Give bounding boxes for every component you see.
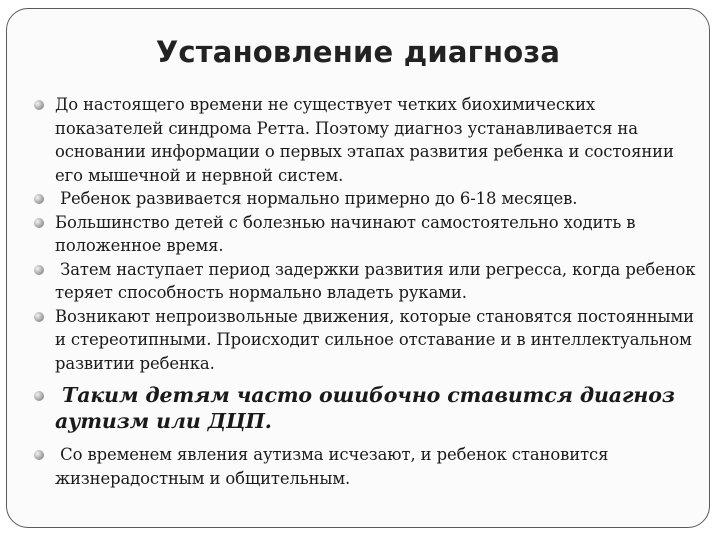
list-item — [33, 211, 699, 258]
bullet-icon — [34, 450, 44, 460]
list-item — [33, 187, 699, 211]
bullet-icon — [34, 391, 44, 401]
list-item-text: Ребенок развивается нормально примерно до 6-18 месяцев. — [55, 189, 578, 208]
list-item-text: Затем наступает период задержки развития или регресса, когда ребенок теряет способность нормально владеть руками. — [55, 259, 701, 302]
list-item-text: Со временем явления аутизма исчезают, и ребенок становится жизнерадостным и общительным. — [55, 445, 614, 488]
list-item — [33, 305, 699, 376]
bullet-icon — [34, 194, 44, 204]
slide — [6, 8, 710, 528]
list-item-text: Большинство детей с болезнью начинают самостоятельно ходить в положенное время. — [55, 212, 636, 255]
list-item — [33, 258, 699, 305]
slide-title: Установление диагноза — [155, 35, 561, 69]
bullet-icon — [34, 100, 44, 110]
list-item — [33, 443, 699, 490]
list-item — [33, 93, 699, 187]
bullet-icon — [34, 218, 44, 228]
bullet-icon — [34, 312, 44, 322]
bullet-icon — [34, 265, 44, 275]
emphasis-list-item — [33, 382, 699, 434]
bullet-list — [33, 93, 699, 490]
emphasis-text: Таким детям часто ошибочно ставится диагноз аутизм или ДЦП. — [55, 383, 682, 433]
list-item-text: Возникают непроизвольные движения, которые становятся постоянными и стереотипными. Происходит сильное отставание и в интеллектуальном развитии ребенка. — [55, 306, 694, 373]
list-item-text: До настоящего времени не существует четких биохимических показателей синдрома Ретта. Поэтому диагноз устанавливается на основании информации о первых этапах развития ребенка и состоянии его мышечной и нервной систем. — [55, 95, 674, 185]
